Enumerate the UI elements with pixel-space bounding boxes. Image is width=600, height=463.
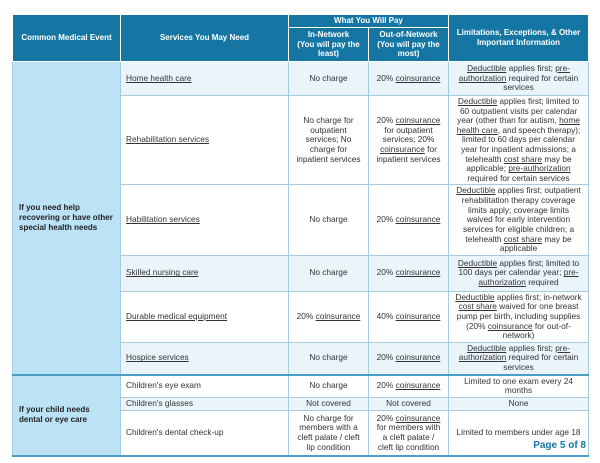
glossary-term[interactable]: coinsurance	[395, 380, 441, 391]
in-network-cell	[289, 342, 369, 374]
out-of-network-cell	[369, 96, 449, 185]
glossary-term[interactable]: pre-authorization	[458, 63, 570, 83]
limitations-cell	[449, 255, 589, 291]
text-run: 20%	[376, 267, 396, 278]
glossary-term[interactable]: coinsurance	[395, 72, 441, 83]
out-of-network-cell	[369, 291, 449, 342]
text-run: 20%	[376, 214, 396, 225]
text-run: 20%	[376, 115, 396, 126]
glossary-term[interactable]: cost share	[458, 301, 497, 312]
text-run: for inpatient services	[376, 144, 441, 164]
text-run: Children's dental check-up	[126, 427, 224, 438]
service-cell	[121, 397, 289, 410]
text-run: required	[525, 277, 559, 288]
text-run: 20%	[376, 380, 396, 391]
text-run: waived for one breast pump per birth, including supplies (20%	[456, 301, 581, 331]
header-what-you-will-pay: What You Will Pay	[289, 15, 449, 28]
text-run: 20%	[376, 412, 396, 423]
text-run: Children's glasses	[126, 398, 194, 409]
text-run: Limited to one exam every 24 months	[464, 375, 573, 396]
out-of-network-cell	[369, 410, 449, 456]
text-run: No charge for outpatient services; No charge for inpatient services	[296, 115, 361, 164]
text-run: , and speech therapy); limited to 60 days per calendar year for inpatient admissions; a telehealth	[461, 124, 581, 164]
text-run: for members with a cleft palate / cleft lip condition	[376, 422, 441, 452]
glossary-term[interactable]: Deductible	[467, 342, 507, 353]
header-services-you-may-need: Services You May Need	[121, 15, 289, 62]
limitations-cell	[449, 185, 589, 255]
table-row	[13, 62, 589, 96]
text-run: No charge	[309, 72, 348, 83]
text-run: may be applicable	[499, 233, 572, 254]
limitations-cell	[449, 291, 589, 342]
service-cell	[121, 62, 289, 96]
text-run: applies first; in-network	[494, 291, 582, 302]
in-network-cell	[289, 62, 369, 96]
glossary-term[interactable]: coinsurance	[395, 352, 441, 363]
glossary-term[interactable]: coinsurance	[395, 412, 441, 423]
limitations-cell	[449, 62, 589, 96]
limitations-cell	[449, 342, 589, 374]
glossary-term[interactable]: coinsurance	[315, 310, 361, 321]
out-of-network-cell	[369, 397, 449, 410]
page-number: Page 5 of 8	[533, 440, 586, 451]
in-network-cell	[289, 255, 369, 291]
glossary-term[interactable]: cost share	[503, 153, 543, 164]
table-row	[13, 375, 589, 398]
text-run: No charge for members with a cleft palate / cleft lip condition	[297, 412, 360, 452]
service-cell	[121, 185, 289, 255]
text-run: No charge	[309, 267, 348, 278]
glossary-term[interactable]: coinsurance	[395, 310, 441, 321]
out-of-network-sublabel: (You will pay the most)	[377, 39, 440, 59]
benefits-table-body	[13, 62, 589, 457]
out-of-network-cell	[369, 185, 449, 255]
text-run: for outpatient services; 20%	[382, 124, 435, 145]
text-run: may be applicable;	[466, 153, 572, 174]
in-network-cell	[289, 185, 369, 255]
text-run: Children's eye exam	[126, 380, 201, 391]
glossary-term[interactable]: cost share	[503, 233, 543, 244]
glossary-term[interactable]: coinsurance	[395, 214, 441, 225]
service-cell	[121, 375, 289, 398]
glossary-term[interactable]: Hospice services	[126, 352, 189, 363]
limitations-cell	[449, 397, 589, 410]
glossary-term[interactable]: coinsurance	[380, 144, 425, 155]
service-cell	[121, 291, 289, 342]
glossary-term[interactable]: Home health care	[126, 72, 192, 83]
in-network-cell	[289, 397, 369, 410]
glossary-term[interactable]: Durable medical equipment	[126, 310, 228, 321]
out-of-network-cell	[369, 342, 449, 374]
text-run: Limited to members under age 18	[456, 427, 581, 438]
text-run: Not covered	[386, 398, 431, 409]
text-run: applies first; outpatient rehabilitation therapy coverage limits apply; coverage limits waived for early intervention services for eligible children; a telehealth	[461, 185, 581, 244]
limitations-cell	[449, 375, 589, 398]
glossary-term[interactable]: pre-authorization	[458, 342, 570, 363]
benefits-table	[12, 14, 589, 457]
text-run: required for certain services	[503, 352, 579, 373]
text-run: 20%	[376, 72, 396, 83]
text-run: applies first;	[506, 63, 556, 74]
service-cell	[121, 96, 289, 185]
text-run: applies first;	[506, 342, 556, 353]
service-cell	[121, 410, 289, 456]
out-of-network-cell	[369, 62, 449, 96]
text-run: 20%	[376, 352, 396, 363]
in-network-cell	[289, 410, 369, 456]
medical-event-cell: If your child needs dental or eye care	[13, 375, 121, 457]
out-of-network-cell	[369, 375, 449, 398]
glossary-term[interactable]: coinsurance	[487, 320, 533, 331]
glossary-term[interactable]: coinsurance	[395, 267, 441, 278]
text-run: 20%	[296, 310, 316, 321]
glossary-term[interactable]: Deductible	[467, 63, 507, 74]
service-cell	[121, 342, 289, 374]
glossary-term[interactable]: Deductible	[455, 291, 495, 302]
header-in-network	[289, 28, 369, 62]
text-run: No charge	[309, 214, 348, 225]
header-limitations-exceptions: Limitations, Exceptions, & Other Important Information	[449, 15, 589, 62]
service-cell	[121, 255, 289, 291]
in-network-cell	[289, 96, 369, 185]
text-run: required for certain services	[503, 72, 579, 93]
header-out-of-network	[369, 28, 449, 62]
glossary-term[interactable]: Deductible	[456, 185, 496, 196]
text-run: None	[508, 398, 529, 409]
text-run: applies first; limited to 60 outpatient visits per calendar year (other than for autism,	[457, 96, 580, 126]
text-run: No charge	[309, 380, 348, 391]
text-run: 40%	[376, 310, 396, 321]
glossary-term[interactable]: Skilled nursing care	[126, 267, 199, 278]
glossary-term[interactable]: Deductible	[457, 257, 498, 268]
in-network-cell	[289, 375, 369, 398]
glossary-term[interactable]: Deductible	[457, 96, 498, 106]
in-network-label: In-Network	[307, 30, 350, 40]
out-of-network-label: Out-of-Network	[379, 30, 438, 40]
text-run: for out-of-network)	[502, 320, 571, 341]
glossary-term[interactable]: pre-authorization	[478, 267, 579, 288]
glossary-term[interactable]: pre-authorization	[508, 163, 571, 174]
medical-event-cell: If you need help recovering or have other special health needs	[13, 62, 121, 375]
in-network-cell	[289, 291, 369, 342]
text-run: required for certain services	[467, 172, 570, 183]
text-run: Not covered	[306, 398, 351, 409]
text-run: applies first; limited to 100 days per calendar year;	[458, 257, 580, 278]
glossary-term[interactable]: Habilitation services	[126, 214, 200, 225]
glossary-term[interactable]: home health care	[456, 115, 580, 135]
header-common-medical-event: Common Medical Event	[13, 15, 121, 62]
glossary-term[interactable]: coinsurance	[395, 115, 441, 126]
out-of-network-cell	[369, 255, 449, 291]
in-network-sublabel: (You will pay the least)	[297, 39, 360, 59]
glossary-term[interactable]: Rehabilitation services	[126, 134, 210, 145]
text-run: No charge	[309, 352, 348, 363]
limitations-cell	[449, 96, 589, 185]
